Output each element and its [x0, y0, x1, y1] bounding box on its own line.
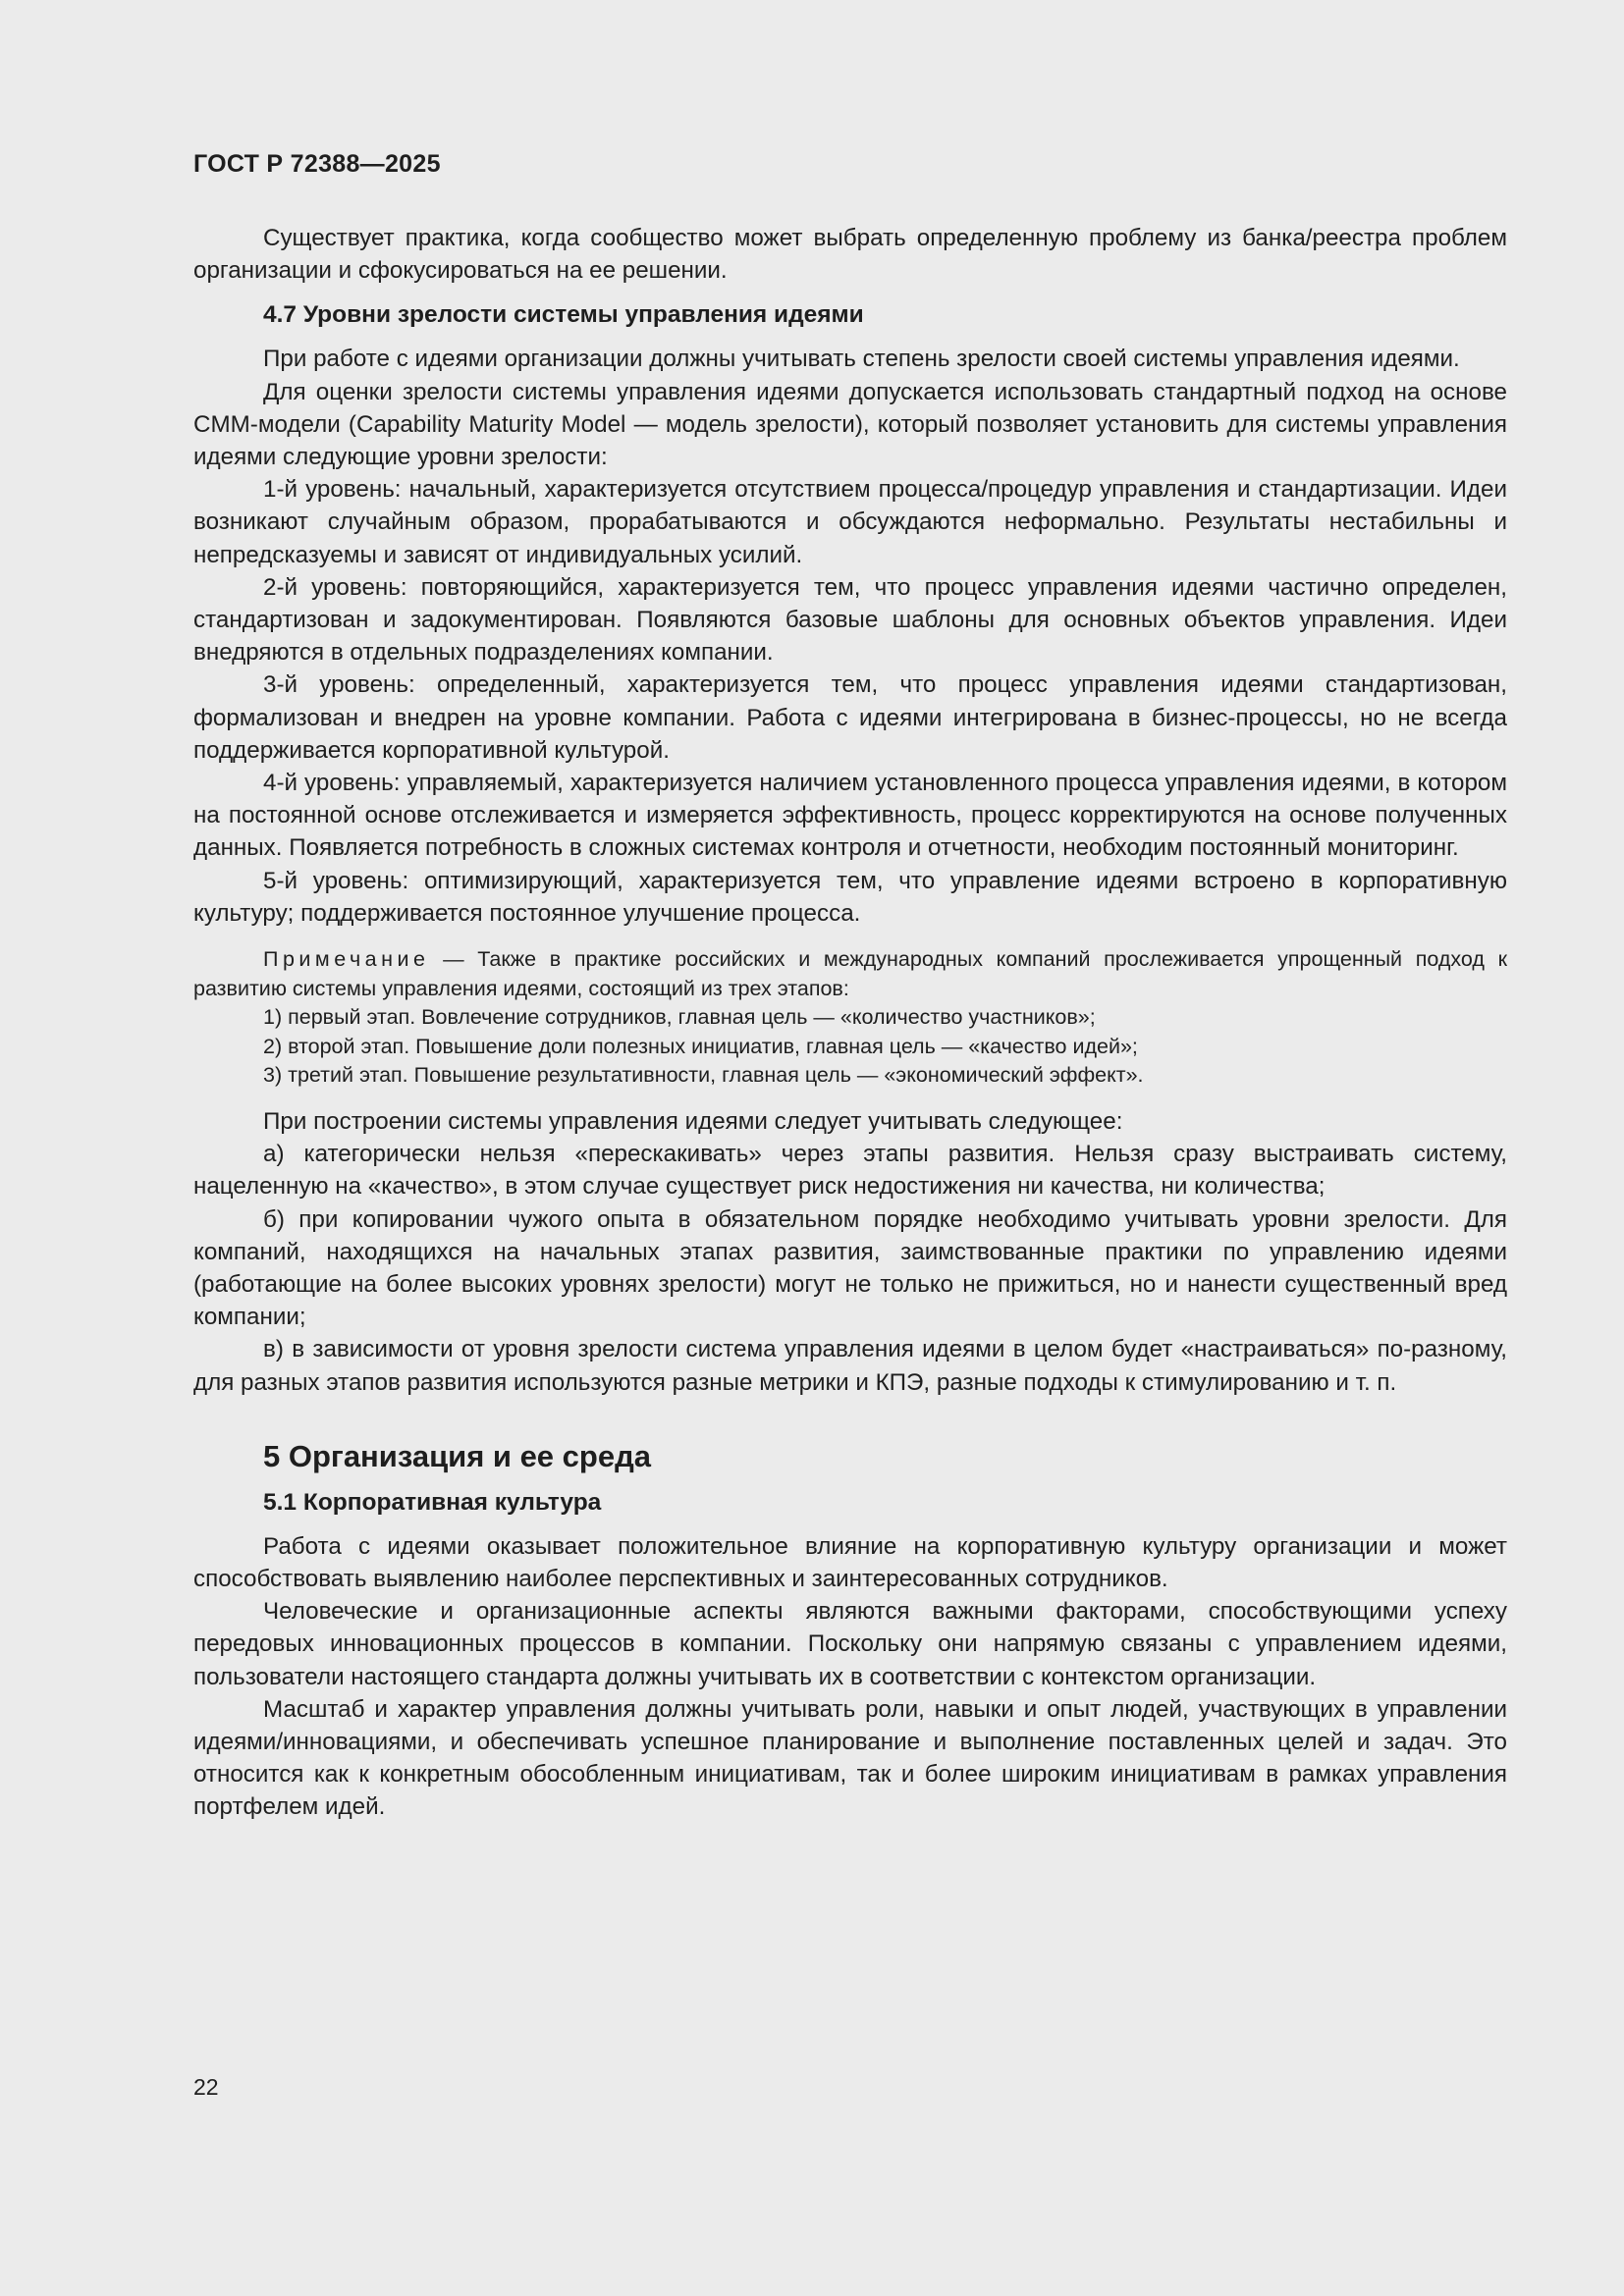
page-content [193, 222, 1507, 1824]
note-list-item: 2) второй этап. Повышение доли полезных инициатив, главная цель — «качество идей»; [263, 1034, 1138, 1058]
paragraph: Работа с идеями оказывает положительное влияние на корпоративную культуру организации и может способствовать выявлению наиболее перспективных и заинтересованных сотрудников. [193, 1532, 1507, 1593]
paragraph: Человеческие и организационные аспекты являются важными факторами, способствующими успеху передовых инновационных процессов в компании. Поскольку они напрямую связаны с управлением идеями, пользователи настоящего стандарта должны учитывать их в соответствии с контекстом организации. [193, 1598, 1507, 1690]
paragraph: Для оценки зрелости системы управления идеями допускается использовать стандартный подход на основе CMM-модели (Capability Maturity Model — модель зрелости), который позволяет установить для системы управления идеями следующие уровни зрелости: [193, 378, 1507, 471]
paragraph: При построении системы управления идеями следует учитывать следующее: [263, 1108, 1123, 1136]
subsection-heading-4-7: 4.7 Уровни зрелости системы управления идеями [263, 301, 864, 329]
page-number: 22 [193, 2074, 219, 2100]
maturity-level-1: 1-й уровень: начальный, характеризуется отсутствием процесса/процедур управления и стандартизации. Идеи возникают случайным образом, прорабатываются и обсуждаются неформально. Результаты нестабильны и непредсказуемы и зависят от индивидуальных усилий. [193, 476, 1507, 568]
paragraph: Масштаб и характер управления должны учитывать роли, навыки и опыт людей, участвующих в управлении идеями/инновациями, и обеспечивать успешное планирование и выполнение поставленных целей и задач. Это относится как к конкретным обособленным инициативам, так и более широким инициативам в рамках управления портфелем идей. [193, 1695, 1507, 1821]
list-item-a: а) категорически нельзя «перескакивать» через этапы развития. Нельзя сразу выстраивать систему, нацеленную на «качество», в этом случае существует риск недостижения ни качества, ни количества; [193, 1141, 1507, 1201]
document-page [193, 0, 1507, 2296]
note-block [193, 945, 1507, 1091]
maturity-level-4: 4-й уровень: управляемый, характеризуется наличием установленного процесса управления идеями, в котором на постоянной основе отслеживается и измеряется эффективность, процесс корректируются на основе полученных данных. Появляется потребность в сложных системах контроля и отчетности, необходим постоянный мониторинг. [193, 770, 1507, 862]
document-header: ГОСТ Р 72388—2025 [193, 150, 441, 178]
list-item-c: в) в зависимости от уровня зрелости система управления идеями в целом будет «настраиваться» по-разному, для разных этапов развития используются разные метрики и КПЭ, разные подходы к стимулированию и т. п. [193, 1336, 1507, 1396]
paragraph: При работе с идеями организации должны учитывать степень зрелости своей системы управления идеями. [263, 346, 1460, 373]
maturity-level-5: 5-й уровень: оптимизирующий, характеризуется тем, что управление идеями встроено в корпоративную культуру; поддерживается постоянное улучшение процесса. [193, 867, 1507, 927]
maturity-level-2: 2-й уровень: повторяющийся, характеризуется тем, что процесс управления идеями частично определен, стандартизован и задокументирован. Появляются базовые шаблоны для основных объектов управления. Идеи внедряются в отдельных подразделениях компании. [193, 573, 1507, 667]
note-list-item: 1) первый этап. Вовлечение сотрудников, главная цель — «количество участников»; [263, 1005, 1096, 1030]
note-list-item: 3) третий этап. Повышение результативности, главная цель — «экономический эффект». [263, 1063, 1144, 1088]
note-text: — Также в практике российских и международных компаний прослеживается упрощенный подход к развитию системы управления идеями, состоящий из трех этапов: [193, 947, 1507, 1000]
paragraph: Существует практика, когда сообщество может выбрать определенную проблему из банка/реестра проблем организации и сфокусироваться на ее решении. [193, 225, 1507, 285]
maturity-level-3: 3-й уровень: определенный, характеризуется тем, что процесс управления идеями стандартизован, формализован и внедрен на уровне компании. Работа с идеями интегрирована в бизнес-процессы, но не всегда поддерживается корпоративной культурой. [193, 671, 1507, 764]
note-label: Примечание [263, 947, 430, 972]
subsection-heading-5-1: 5.1 Корпоративная культура [263, 1488, 602, 1516]
note-paragraph [193, 945, 1507, 1003]
section-heading-5: 5 Организация и ее среда [263, 1438, 651, 1473]
list-item-b: б) при копировании чужого опыта в обязательном порядке необходимо учитывать уровни зрелости. Для компаний, находящихся на начальных этапах развития, заимствованные практики по управлению идеями (работающие на более высоких уровнях зрелости) могут не только не прижиться, но и нанести существенный вред компании; [193, 1205, 1507, 1331]
